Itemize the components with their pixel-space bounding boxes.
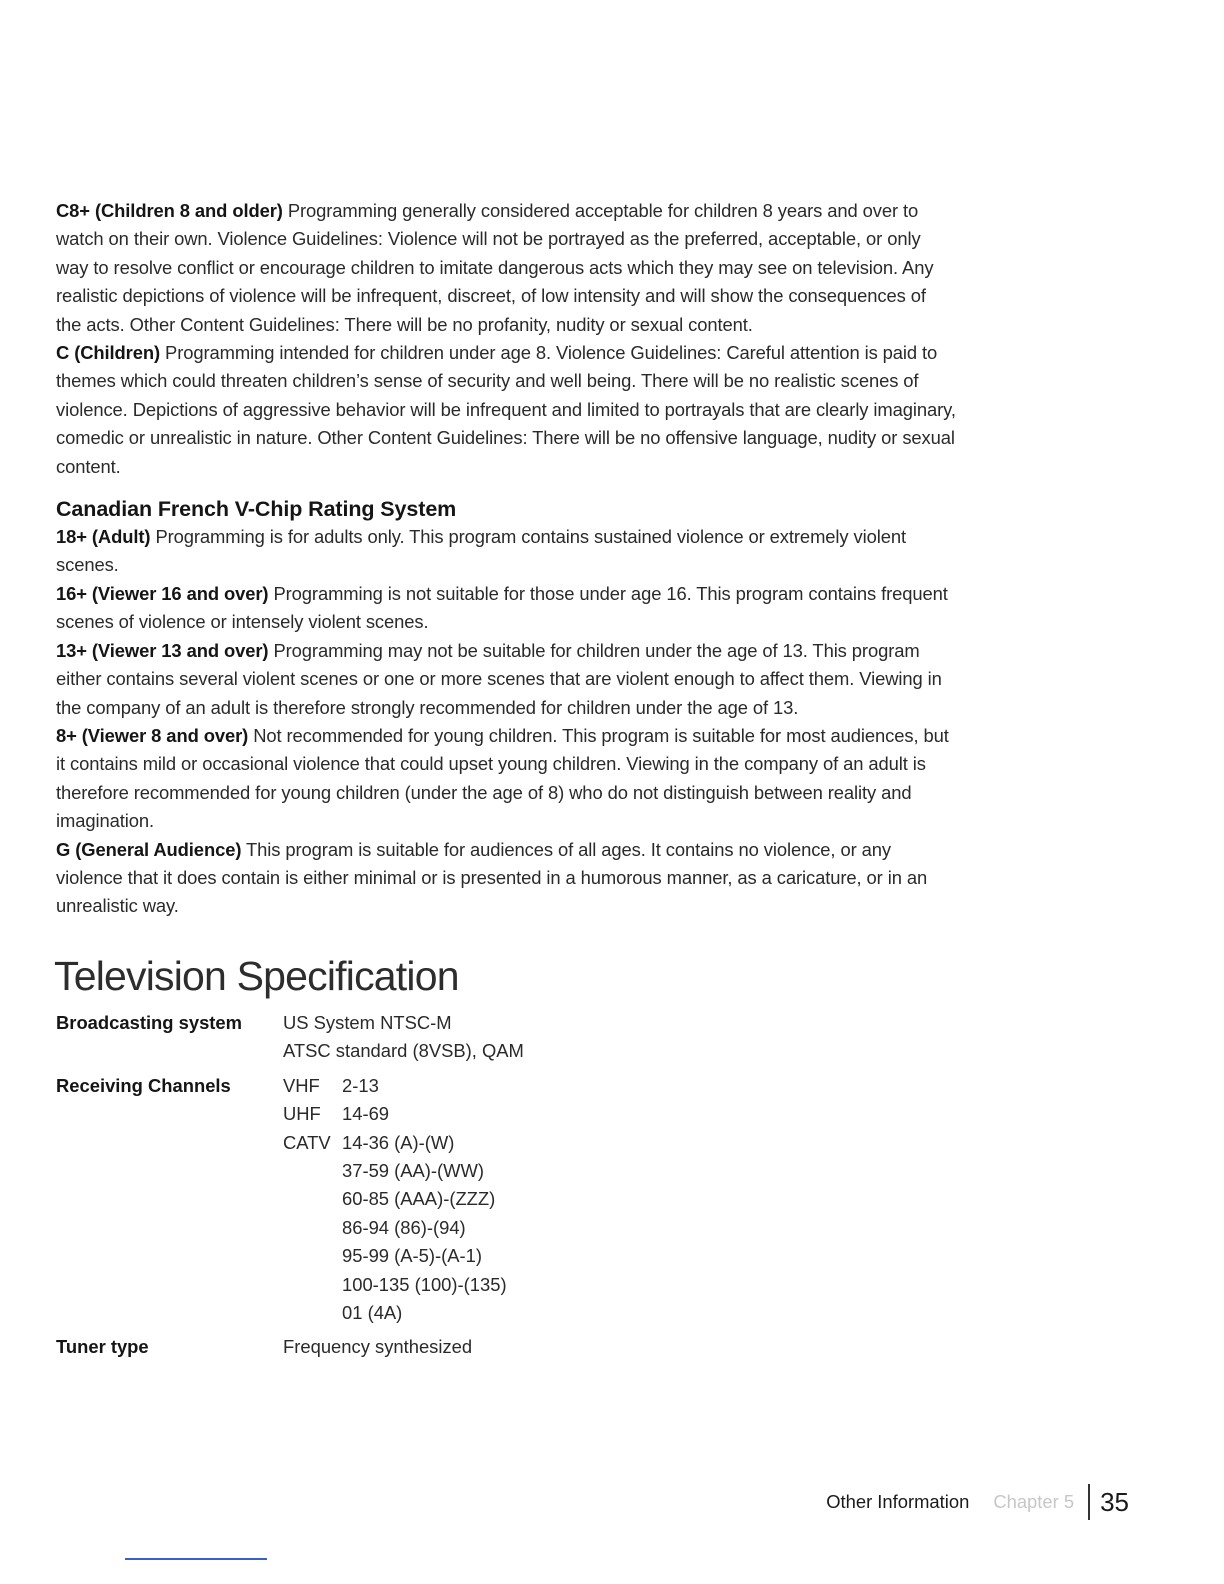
page-footer — [826, 1484, 1129, 1520]
rating-entry-8 — [56, 722, 956, 836]
spec-label: Tuner type — [56, 1336, 149, 1358]
footer-section-title: Other Information — [826, 1491, 970, 1512]
spec-value: ATSC standard (8VSB), QAM — [283, 1040, 524, 1062]
spec-value: Frequency synthesized — [283, 1336, 473, 1358]
page-number: 35 — [1100, 1486, 1129, 1517]
spec-title: Television Specification — [54, 953, 459, 999]
spec-values — [283, 1072, 756, 1328]
french-rating-heading: Canadian French V-Chip Rating System — [56, 497, 457, 522]
spec-row-tuner — [56, 1333, 756, 1361]
rating-term: C (Children) — [56, 342, 161, 364]
bottom-rule — [125, 1558, 267, 1560]
rating-entry-g — [56, 836, 956, 921]
rating-term: 13+ (Viewer 13 and over) — [56, 639, 269, 661]
channel-range: 86-94 (86)-(94) — [342, 1216, 466, 1238]
rating-description: This program is suitable for audiences of all ages. It contains no violence, or any violence that it does contain is either minimal or is presented in a humorous manner, as a caricature, or in an unrealistic way. — [56, 838, 928, 917]
footer-chapter: Chapter 5 — [993, 1491, 1075, 1512]
rating-term: 8+ (Viewer 8 and over) — [56, 724, 249, 746]
rating-description: Programming is for adults only. This program contains sustained violence or extremely violent scenes. — [56, 526, 906, 576]
rating-entry-13 — [56, 637, 956, 722]
channel-range: 2-13 — [342, 1074, 379, 1096]
band-name: CATV — [283, 1131, 331, 1153]
channel-range: 37-59 (AA)-(WW) — [342, 1160, 485, 1182]
rating-description: Not recommended for young children. This program is suitable for most audiences, but it contains mild or occasional violence that could upset young children. Viewing in the company of an adult is therefore recommended for young children (under the age of 8) who do not distinguish between reality and imagination. — [56, 724, 949, 832]
spec-label: Receiving Channels — [56, 1074, 231, 1096]
channel-range: 01 (4A) — [342, 1302, 403, 1324]
band-uhf — [283, 1100, 756, 1128]
footer-divider — [1088, 1484, 1090, 1520]
band-catv — [283, 1129, 756, 1328]
channel-range: 14-36 (A)-(W) — [342, 1131, 455, 1153]
rating-term: C8+ (Children 8 and older) — [56, 200, 283, 221]
band-ranges — [342, 1100, 756, 1128]
main-content — [56, 197, 956, 921]
spec-table — [56, 1009, 756, 1368]
rating-description: Programming intended for children under age 8. Violence Guidelines: Careful attention is paid to themes which could threaten children’s sense of security and well being. There will be no realistic scenes of violence. Depictions of aggressive behavior will be infrequent and limited to portrayals that are clearly imaginary, comedic or unrealistic in nature. Other Content Guidelines: There will be no offensive language, nudity or sexual content. — [56, 342, 956, 477]
rating-term: G (General Audience) — [56, 838, 242, 860]
rating-description: Programming generally considered acceptable for children 8 years and over to watch on their own. Violence Guidelines: Violence will not be portrayed as the preferred, acceptable, or only way to resolve conflict or encourage children to imitate dangerous acts which they may see on television. Any realistic depictions of violence will be infrequent, discreet, of low intensity and will show the consequences of the acts. Other Content Guidelines: There will be no profanity, nudity or sexual content. — [56, 200, 934, 335]
rating-entry-c — [56, 339, 956, 481]
rating-entry-18 — [56, 523, 956, 580]
band-name: UHF — [283, 1103, 321, 1125]
rating-term: 18+ (Adult) — [56, 526, 151, 548]
rating-entry-16 — [56, 580, 956, 637]
channel-range: 95-99 (A-5)-(A-1) — [342, 1245, 483, 1267]
band-vhf — [283, 1072, 756, 1100]
channel-range: 14-69 — [342, 1103, 390, 1125]
channel-range: 100-135 (100)-(135) — [342, 1273, 507, 1295]
rating-term: 16+ (Viewer 16 and over) — [56, 582, 269, 604]
band-ranges — [342, 1072, 756, 1100]
band-ranges — [342, 1129, 756, 1328]
spec-value: US System NTSC-M — [283, 1012, 452, 1033]
rating-entry-c8 — [56, 197, 956, 339]
spec-row-receiving — [56, 1072, 756, 1328]
spec-values — [283, 1009, 756, 1066]
rating-description: Programming is not suitable for those under age 16. This program contains frequent scenes of violence or intensely violent scenes. — [56, 582, 948, 633]
spec-row-broadcasting — [56, 1009, 756, 1066]
band-name: VHF — [283, 1074, 320, 1096]
spec-label: Broadcasting system — [56, 1012, 243, 1033]
rating-description: Programming may not be suitable for children under the age of 13. This program either contains several violent scenes or one or more scenes that are violent enough to affect them. Viewing in the company of an adult is therefore strongly recommended for children under the age of 13. — [56, 639, 942, 718]
channel-range: 60-85 (AAA)-(ZZZ) — [342, 1188, 496, 1210]
